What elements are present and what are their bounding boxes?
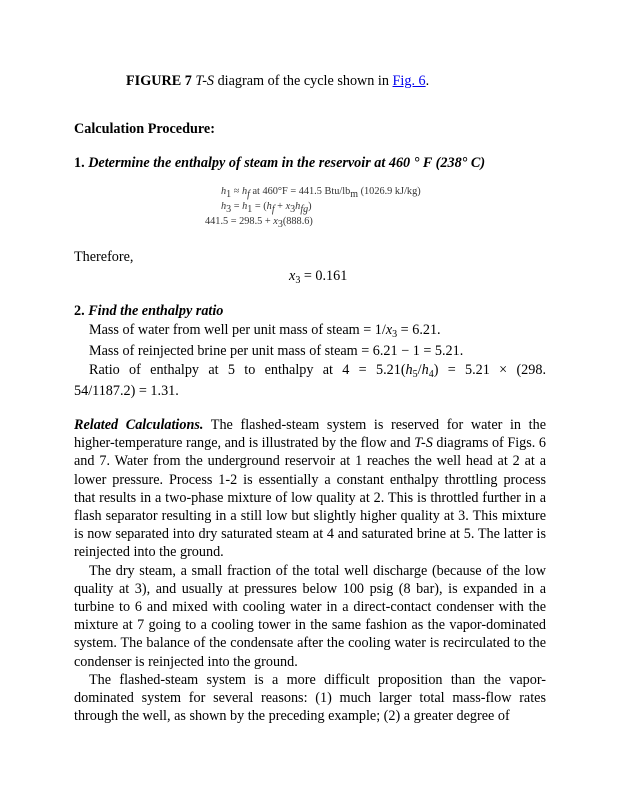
- step-1-title: Determine the enthalpy of steam in the reservoir at 460 ° F (238° C): [88, 155, 486, 171]
- step-2-line-1-pre: Mass of water from well per unit mass of steam = 1/: [89, 322, 386, 338]
- step-2-heading: [74, 303, 546, 320]
- related-paragraph-3: The flashed-steam system is a more difficult proposition than the vapor-dominated system for several reasons: (1) much larger total mass-flow rates through the well, as shown by the preceding example; (2) a greater degree of: [74, 671, 546, 725]
- step-2-line-3-pre: Ratio of enthalpy at 5 to enthalpy at 4 = 5.21(: [89, 362, 406, 378]
- figure-label: FIGURE 7: [126, 73, 192, 89]
- h5-sub: 5: [412, 369, 418, 380]
- figure-ts-label: T-S: [195, 73, 215, 89]
- x3-value: = 0.161: [300, 268, 348, 284]
- x3-sub: 3: [295, 275, 301, 286]
- therefore-text: Therefore,: [74, 249, 134, 265]
- figure-caption-end: .: [425, 73, 430, 89]
- enthalpy-equations: [205, 184, 421, 229]
- step-2-line-1-sub: 3: [392, 329, 398, 340]
- equation-line-1: $h_1 \approx h_f$ at 460°F = 441.5 Btu/$lb_m$ (1026.9 kJ/kg): [221, 186, 421, 200]
- step-1-number: 1.: [74, 155, 85, 171]
- equation-line-3: $441.5 = 298.5 + x_3(888.6)$: [205, 216, 313, 230]
- related-paragraph-2: The dry steam, a small fraction of the total well discharge (because of the low quality at 3), and usually at pressures below 100 psig (8 bar), is expanded in a turbine to 6 and mixed with cooling water in a direct-contact condenser with the mixture at 7 going to a cooling tower in the same fashion as the vapor-dominated system. The balance of the condensate after the cooling water is recirculated to the condenser is reinjected into the ground.: [74, 562, 546, 670]
- step-2-line-1-post: = 6.21.: [397, 322, 441, 338]
- step-2-line-1: [89, 322, 561, 339]
- step-2-line-4: 54/1187.2) = 1.31.: [74, 383, 179, 399]
- step-2-title: Find the enthalpy ratio: [88, 303, 224, 319]
- step-2-line-3-post: ) = 5.21 × (298.: [433, 362, 547, 378]
- h4-sub: 4: [428, 369, 434, 380]
- step-1-heading: [74, 155, 546, 172]
- figure-caption: [126, 73, 429, 90]
- x3-var: x: [289, 268, 296, 284]
- ratio-slash: /: [417, 362, 422, 378]
- figure-caption-text: diagram of the cycle shown in: [214, 73, 393, 89]
- fig-6-link[interactable]: Fig. 6: [392, 73, 426, 89]
- h5-var: h: [405, 362, 413, 378]
- x3-result: [289, 268, 347, 285]
- step-2-line-1-var: x: [385, 322, 393, 338]
- related-p1-ts: T-S: [414, 435, 433, 452]
- step-2-number: 2.: [74, 303, 85, 319]
- step-2-line-3: [89, 362, 546, 379]
- equation-line-2: $h_3 = h_1 = (h_f + x_3h_{fg})$: [221, 201, 312, 215]
- step-2-line-2: Mass of reinjected brine per unit mass of steam = 6.21 − 1 = 5.21.: [89, 343, 464, 359]
- h4-var: h: [421, 362, 429, 378]
- related-p1-a: The flashed-steam system is reserved for water in the higher-temperature range, and is illustrated by the flow and: [74, 417, 546, 452]
- calculation-procedure-heading: Calculation Procedure:: [74, 121, 215, 137]
- related-p1-b: diagrams of Figs. 6 and 7. Water from the underground reservoir at 1 reaches the well head at 2 at a lower pressure. Process 1-2 is essentially a constant enthalpy throttling process that results in a two-phase mixture of low quality at 2. This is throttled further in a flash separator resulting in a still low but slightly higher quality at 3. This mixture is now separated into dry saturated steam at 4 and saturated brine at 5. The latter is reinjected into the ground.: [74, 435, 546, 561]
- related-paragraph-1: [74, 416, 546, 562]
- related-title: Related Calculations.: [74, 417, 204, 433]
- related-calculations: [74, 416, 546, 725]
